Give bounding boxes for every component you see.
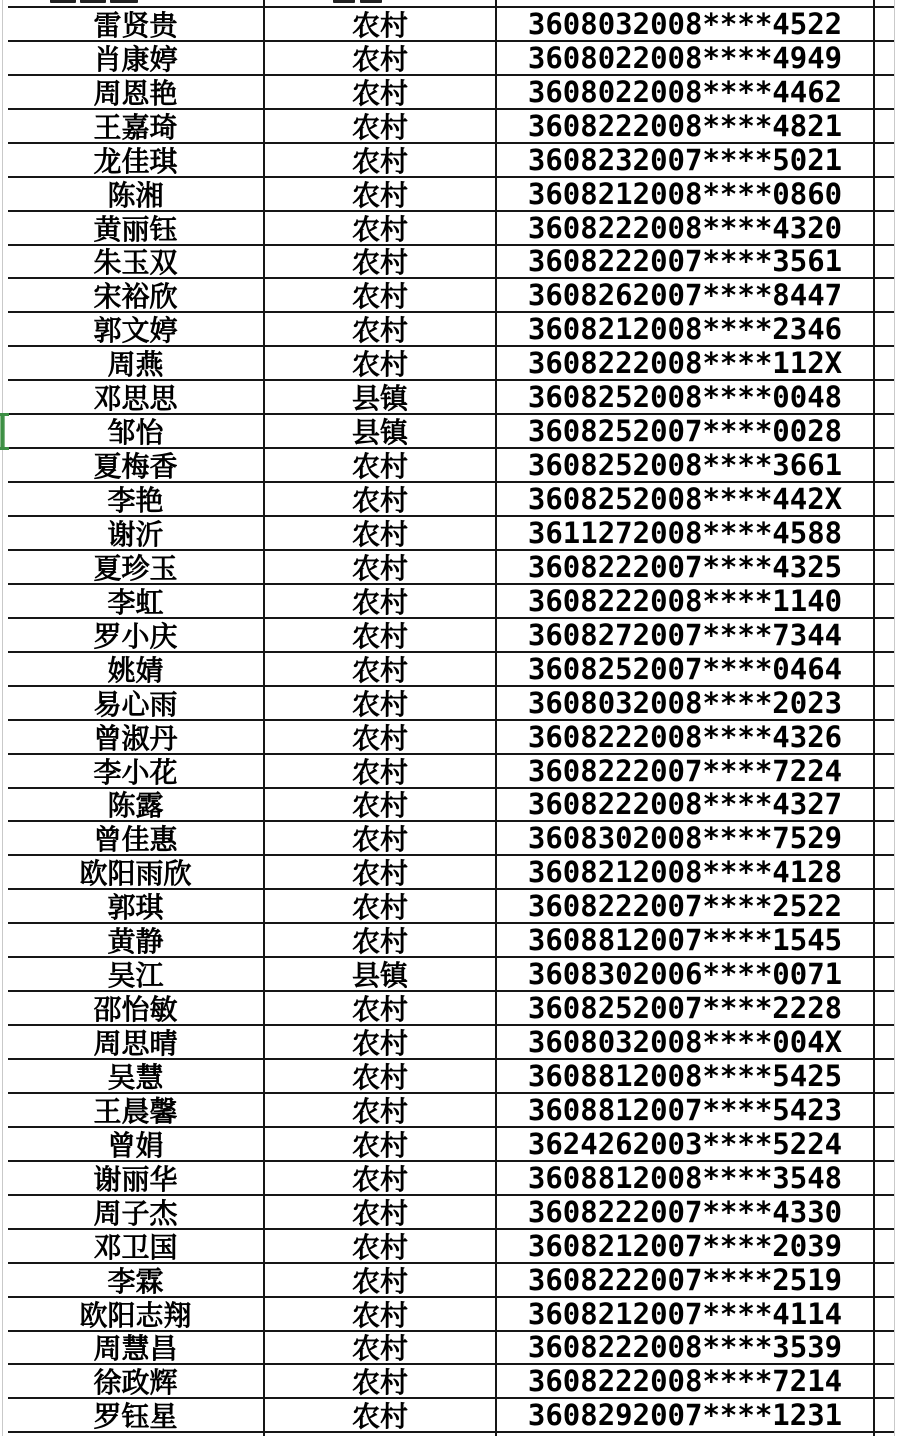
cell-type[interactable]: 农村 [265,721,497,753]
cell-name[interactable]: 曾佳惠 [8,822,265,854]
cell-extra[interactable] [875,653,894,685]
cell-extra[interactable] [875,551,894,583]
cell-name[interactable]: 雷贤贵 [8,8,265,40]
cell-id[interactable]: 3608222008****1140 [497,585,875,617]
cell-type[interactable]: 县镇 [265,381,497,413]
cell-id[interactable]: 3608222008****7214 [497,1365,875,1397]
cell-extra[interactable] [875,144,894,176]
cell-extra[interactable] [875,687,894,719]
cell-extra[interactable] [875,246,894,278]
table-row [8,110,894,144]
cell-type[interactable]: 农村 [265,246,497,278]
cell-id[interactable]: 3608812008****3548 [497,1162,875,1194]
table-row [8,212,894,246]
table-row [8,585,894,619]
cell-id[interactable]: 3608252008****0048 [497,381,875,413]
cell-type[interactable]: 农村 [265,1094,497,1126]
cell-extra[interactable] [875,755,894,787]
cell-type[interactable]: 农村 [265,924,497,956]
cell-extra[interactable] [875,8,894,40]
cell-id[interactable]: 3608212008****0860 [497,178,875,210]
cell-type[interactable]: 农村 [265,822,497,854]
cell-name[interactable]: 李虹 [8,585,265,617]
cell-name[interactable]: 李小花 [8,755,265,787]
cell-name[interactable]: 邵怡敏 [8,992,265,1024]
cell-extra[interactable] [875,1230,894,1262]
cell-type[interactable]: 农村 [265,856,497,888]
cell-type[interactable]: 农村 [265,619,497,651]
table-row [8,1298,894,1332]
table-row [8,551,894,585]
table-body [8,8,894,1433]
cell-type[interactable]: 农村 [265,992,497,1024]
table-row [8,76,894,110]
cell-extra[interactable] [875,279,894,311]
cell-extra[interactable] [875,178,894,210]
cell-id[interactable]: 3608032008****004X [497,1026,875,1058]
table-row [8,1264,894,1298]
cell-id[interactable]: 3608222008****4327 [497,789,875,821]
cell-name[interactable]: 易心雨 [8,687,265,719]
hidden-column-gridline-left [2,0,3,1436]
cell-id[interactable]: 3608212007****4114 [497,1298,875,1330]
cell-id[interactable]: 3608812008****5425 [497,1060,875,1092]
cell-extra[interactable] [875,958,894,990]
cell-id[interactable]: 3608222007****7224 [497,755,875,787]
table-row [8,517,894,551]
cell-extra[interactable] [875,1365,894,1397]
cell-extra[interactable] [875,1298,894,1330]
cell-name[interactable]: 夏珍玉 [8,551,265,583]
cell-id[interactable]: 3608222007****2522 [497,890,875,922]
table-row [8,755,894,789]
cell-name[interactable]: 罗钰星 [8,1399,265,1431]
cell-name[interactable]: 吴江 [8,958,265,990]
table-row [8,1162,894,1196]
cell-extra[interactable] [875,1094,894,1126]
cell-type[interactable]: 农村 [265,483,497,515]
clipped-glyph-fragment [50,0,76,3]
cell-id[interactable]: 3608212008****4128 [497,856,875,888]
clipped-glyph-fragment [333,0,355,3]
cell-id[interactable]: 3608292007****1231 [497,1399,875,1431]
table-row [8,619,894,653]
cell-type[interactable]: 农村 [265,653,497,685]
cell-extra[interactable] [875,619,894,651]
cell-name[interactable]: 李艳 [8,483,265,515]
cell-type[interactable]: 农村 [265,789,497,821]
table-row [8,144,894,178]
cell-type[interactable]: 农村 [265,890,497,922]
cell-name[interactable]: 邹怡 [8,415,265,447]
cell-id[interactable]: 3608812007****5423 [497,1094,875,1126]
cell-name[interactable]: 周思晴 [8,1026,265,1058]
cell-type[interactable]: 农村 [265,1365,497,1397]
cell-type[interactable]: 农村 [265,687,497,719]
cell-extra[interactable] [875,721,894,753]
table-row [8,381,894,415]
cell-extra[interactable] [875,1264,894,1296]
cell-extra[interactable] [875,789,894,821]
table-row [8,924,894,958]
table-row [8,822,894,856]
table-row [8,1399,894,1433]
cell-id[interactable]: 3608252007****0464 [497,653,875,685]
cell-id[interactable]: 3608222007****2519 [497,1264,875,1296]
cell-name[interactable]: 曾娟 [8,1128,265,1160]
table-row [8,1332,894,1366]
cell-type[interactable]: 农村 [265,1399,497,1431]
cell-name[interactable]: 郭文婷 [8,313,265,345]
cell-type[interactable]: 农村 [265,1230,497,1262]
cell-id[interactable]: 3608022008****4462 [497,76,875,108]
cell-extra[interactable] [875,517,894,549]
cell-type[interactable]: 农村 [265,1026,497,1058]
cell-id[interactable]: 3608222008****4326 [497,721,875,753]
cell-id[interactable]: 3608212007****2039 [497,1230,875,1262]
cell-id[interactable]: 3608022008****4949 [497,42,875,74]
cell-name[interactable]: 陈露 [8,789,265,821]
cell-extra[interactable] [875,381,894,413]
cell-name[interactable]: 罗小庆 [8,619,265,651]
cell-extra[interactable] [875,42,894,74]
cell-id[interactable]: 3608222007****4325 [497,551,875,583]
cell-id[interactable]: 3608222008****4821 [497,110,875,142]
cell-id[interactable]: 3608212008****2346 [497,313,875,345]
cell-name[interactable]: 谢沂 [8,517,265,549]
table-row [8,246,894,280]
cell-id[interactable]: 3611272008****4588 [497,517,875,549]
cell-type[interactable]: 农村 [265,313,497,345]
table-row [8,347,894,381]
sheet-gridline-right [894,0,895,1436]
cell-name[interactable]: 谢丽华 [8,1162,265,1194]
cell-id[interactable]: 3608302008****7529 [497,822,875,854]
cell-name[interactable]: 邓思思 [8,381,265,413]
cell-type[interactable]: 农村 [265,585,497,617]
table-row [8,958,894,992]
cell-id[interactable]: 3608222008****3539 [497,1332,875,1364]
cell-name[interactable]: 陈湘 [8,178,265,210]
table-row [8,856,894,890]
cell-name[interactable]: 曾淑丹 [8,721,265,753]
cell-id[interactable]: 3608812007****1545 [497,924,875,956]
cell-type[interactable]: 农村 [265,1298,497,1330]
cell-type[interactable]: 农村 [265,1196,497,1228]
table-row [8,789,894,823]
cell-name[interactable]: 周慧昌 [8,1332,265,1364]
table-row [8,1230,894,1264]
cell-name[interactable]: 郭琪 [8,890,265,922]
cell-name[interactable]: 朱玉双 [8,246,265,278]
cell-type[interactable]: 农村 [265,178,497,210]
cell-id[interactable]: 3608262007****8447 [497,279,875,311]
table-row [8,1060,894,1094]
cell-id[interactable] [497,0,875,6]
cell-id[interactable]: 3608272007****7344 [497,619,875,651]
cell-type[interactable]: 农村 [265,347,497,379]
cell-extra[interactable] [875,992,894,1024]
cell-name[interactable]: 周恩艳 [8,76,265,108]
cell-type[interactable]: 农村 [265,279,497,311]
selection-indicator [0,413,5,451]
table-row [8,1128,894,1162]
cell-extra[interactable] [875,585,894,617]
cell-extra[interactable] [875,449,894,481]
cell-type[interactable]: 农村 [265,1332,497,1364]
cell-id[interactable]: 3608252008****442X [497,483,875,515]
table-row [8,653,894,687]
cell-id[interactable]: 3624262003****5224 [497,1128,875,1160]
cell-type[interactable]: 农村 [265,755,497,787]
cell-name[interactable]: 肖康婷 [8,42,265,74]
cell-type[interactable]: 农村 [265,110,497,142]
cell-extra[interactable] [875,313,894,345]
cell-extra[interactable] [875,110,894,142]
table-row [8,483,894,517]
cell-extra[interactable] [875,0,894,6]
cell-id[interactable]: 3608032008****4522 [497,8,875,40]
cell-extra[interactable] [875,1026,894,1058]
cell-type[interactable]: 农村 [265,551,497,583]
clipped-glyph-fragment [360,0,382,3]
cell-name[interactable]: 欧阳志翔 [8,1298,265,1330]
cell-extra[interactable] [875,890,894,922]
table-row [8,890,894,924]
cell-id[interactable]: 3608232007****5021 [497,144,875,176]
cell-type[interactable]: 县镇 [265,415,497,447]
cell-name[interactable]: 王嘉琦 [8,110,265,142]
cell-type[interactable]: 农村 [265,76,497,108]
cell-name[interactable]: 吴慧 [8,1060,265,1092]
cell-extra[interactable] [875,1128,894,1160]
cell-id[interactable]: 3608222007****3561 [497,246,875,278]
cell-extra[interactable] [875,212,894,244]
cell-extra[interactable] [875,1399,894,1431]
cell-id[interactable]: 3608222007****4330 [497,1196,875,1228]
cell-extra[interactable] [875,1332,894,1364]
clipped-glyph-fragment [110,0,138,3]
table-row [8,42,894,76]
cell-type[interactable]: 农村 [265,144,497,176]
table-row [8,178,894,212]
cell-id[interactable]: 3608252007****2228 [497,992,875,1024]
clipped-glyph-fragment [80,0,106,3]
cell-extra[interactable] [875,1196,894,1228]
cell-extra[interactable] [875,822,894,854]
table-row [8,687,894,721]
cell-type[interactable]: 农村 [265,42,497,74]
cell-name[interactable]: 黄静 [8,924,265,956]
cell-type[interactable]: 农村 [265,1060,497,1092]
cell-name[interactable]: 黄丽钰 [8,212,265,244]
table-row [8,279,894,313]
cell-name[interactable]: 宋裕欣 [8,279,265,311]
cell-name[interactable]: 王晨馨 [8,1094,265,1126]
cell-name[interactable]: 姚婧 [8,653,265,685]
table-row [8,8,894,42]
cell-id[interactable]: 3608222008****112X [497,347,875,379]
cell-extra[interactable] [875,483,894,515]
cell-extra[interactable] [875,1162,894,1194]
cell-id[interactable]: 3608032008****2023 [497,687,875,719]
cell-name[interactable]: 欧阳雨欣 [8,856,265,888]
table-row [8,721,894,755]
cell-extra[interactable] [875,347,894,379]
cell-type[interactable]: 农村 [265,1264,497,1296]
cell-type[interactable]: 农村 [265,212,497,244]
cell-name[interactable]: 夏梅香 [8,449,265,481]
cell-name[interactable]: 徐政辉 [8,1365,265,1397]
cell-id[interactable]: 3608222008****4320 [497,212,875,244]
cell-type[interactable]: 农村 [265,449,497,481]
table-row [8,313,894,347]
cell-type[interactable]: 县镇 [265,958,497,990]
table-row-partial-top [8,0,894,8]
cell-name[interactable]: 周燕 [8,347,265,379]
table-row [8,1094,894,1128]
cell-name[interactable]: 邓卫国 [8,1230,265,1262]
table-row [8,415,894,449]
table-row [8,1026,894,1060]
table-row [8,449,894,483]
cell-type[interactable]: 农村 [265,1162,497,1194]
cell-extra[interactable] [875,856,894,888]
cell-type[interactable]: 农村 [265,8,497,40]
table-row [8,1196,894,1230]
cell-id[interactable]: 3608252008****3661 [497,449,875,481]
cell-type[interactable]: 农村 [265,1128,497,1160]
cell-id[interactable]: 3608252007****0028 [497,415,875,447]
cell-type[interactable]: 农村 [265,517,497,549]
table-row [8,1365,894,1399]
cell-id[interactable]: 3608302006****0071 [497,958,875,990]
cell-name[interactable]: 李霖 [8,1264,265,1296]
student-table [8,0,894,1436]
cell-extra[interactable] [875,1060,894,1092]
cell-extra[interactable] [875,415,894,447]
cell-name[interactable]: 周子杰 [8,1196,265,1228]
cell-name[interactable]: 龙佳琪 [8,144,265,176]
cell-extra[interactable] [875,76,894,108]
cell-extra[interactable] [875,924,894,956]
table-row [8,992,894,1026]
